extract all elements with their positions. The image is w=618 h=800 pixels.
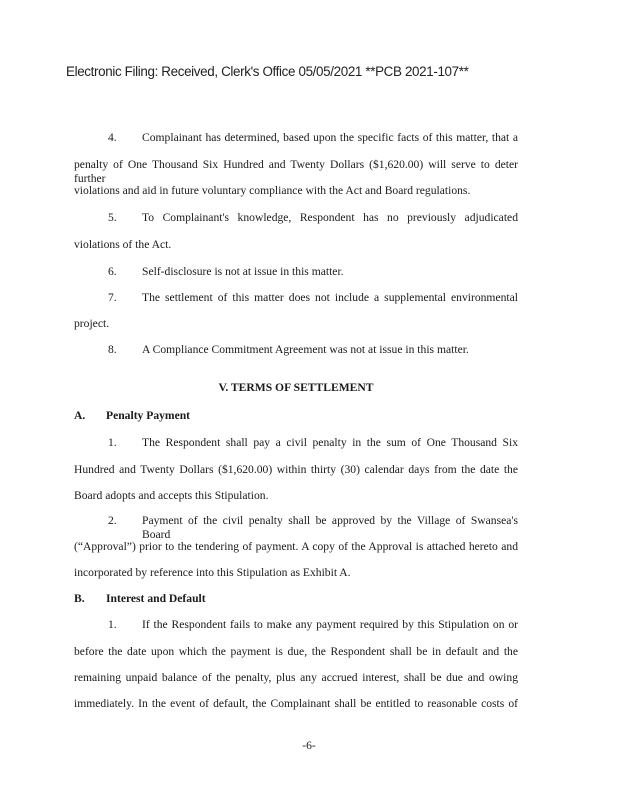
paragraph-number: 7.: [108, 291, 117, 304]
paragraph-line: Hundred and Twenty Dollars ($1,620.00) within thirty (30) calendar days from the date the: [74, 463, 518, 476]
paragraph-number: 5.: [108, 211, 117, 224]
paragraph-line: violations and aid in future voluntary compliance with the Act and Board regulations.: [74, 184, 471, 197]
paragraph-line: (“Approval”) prior to the tendering of payment. A copy of the Approval is attached hereto and: [74, 540, 518, 553]
paragraph-line: penalty of One Thousand Six Hundred and Twenty Dollars ($1,620.00) will serve to deter further: [74, 158, 518, 185]
section-letter: B.: [74, 592, 85, 605]
paragraph-line: The settlement of this matter does not include a supplemental environmental: [142, 291, 518, 304]
paragraph-line: To Complainant's knowledge, Respondent has no previously adjudicated: [142, 211, 518, 224]
paragraph-line: Payment of the civil penalty shall be approved by the Village of Swansea's Board: [142, 514, 518, 541]
paragraph-line: Self-disclosure is not at issue in this matter.: [142, 265, 344, 278]
page-number: -6-: [302, 739, 316, 752]
paragraph-line: Complainant has determined, based upon the specific facts of this matter, that a: [142, 131, 518, 144]
paragraph-line: The Respondent shall pay a civil penalty in the sum of One Thousand Six: [142, 436, 518, 449]
section-heading: Interest and Default: [106, 592, 206, 605]
paragraph-line: Board adopts and accepts this Stipulation.: [74, 489, 269, 502]
section-title: V. TERMS OF SETTLEMENT: [218, 381, 374, 394]
paragraph-number: 4.: [108, 131, 117, 144]
paragraph-number: 6.: [108, 265, 117, 278]
section-letter: A.: [74, 409, 86, 422]
paragraph-line: before the date upon which the payment is due, the Respondent shall be in default and the: [74, 645, 518, 658]
paragraph-line: incorporated by reference into this Stipulation as Exhibit A.: [74, 566, 351, 579]
paragraph-number: 1.: [108, 436, 117, 449]
paragraph-number: 2.: [108, 514, 117, 527]
paragraph-number: 1.: [108, 618, 117, 631]
filing-header: Electronic Filing: Received, Clerk's Office 05/05/2021 **PCB 2021-107**: [66, 64, 469, 79]
paragraph-line: If the Respondent fails to make any payment required by this Stipulation on or: [142, 618, 518, 631]
paragraph-number: 8.: [108, 343, 117, 356]
section-heading: Penalty Payment: [106, 409, 191, 422]
paragraph-line: immediately. In the event of default, the Complainant shall be entitled to reasonable costs of: [74, 697, 518, 710]
paragraph-line: project.: [74, 317, 110, 330]
paragraph-line: remaining unpaid balance of the penalty, plus any accrued interest, shall be due and owing: [74, 671, 518, 684]
paragraph-line: A Compliance Commitment Agreement was not at issue in this matter.: [142, 343, 469, 356]
paragraph-line: violations of the Act.: [74, 238, 172, 251]
